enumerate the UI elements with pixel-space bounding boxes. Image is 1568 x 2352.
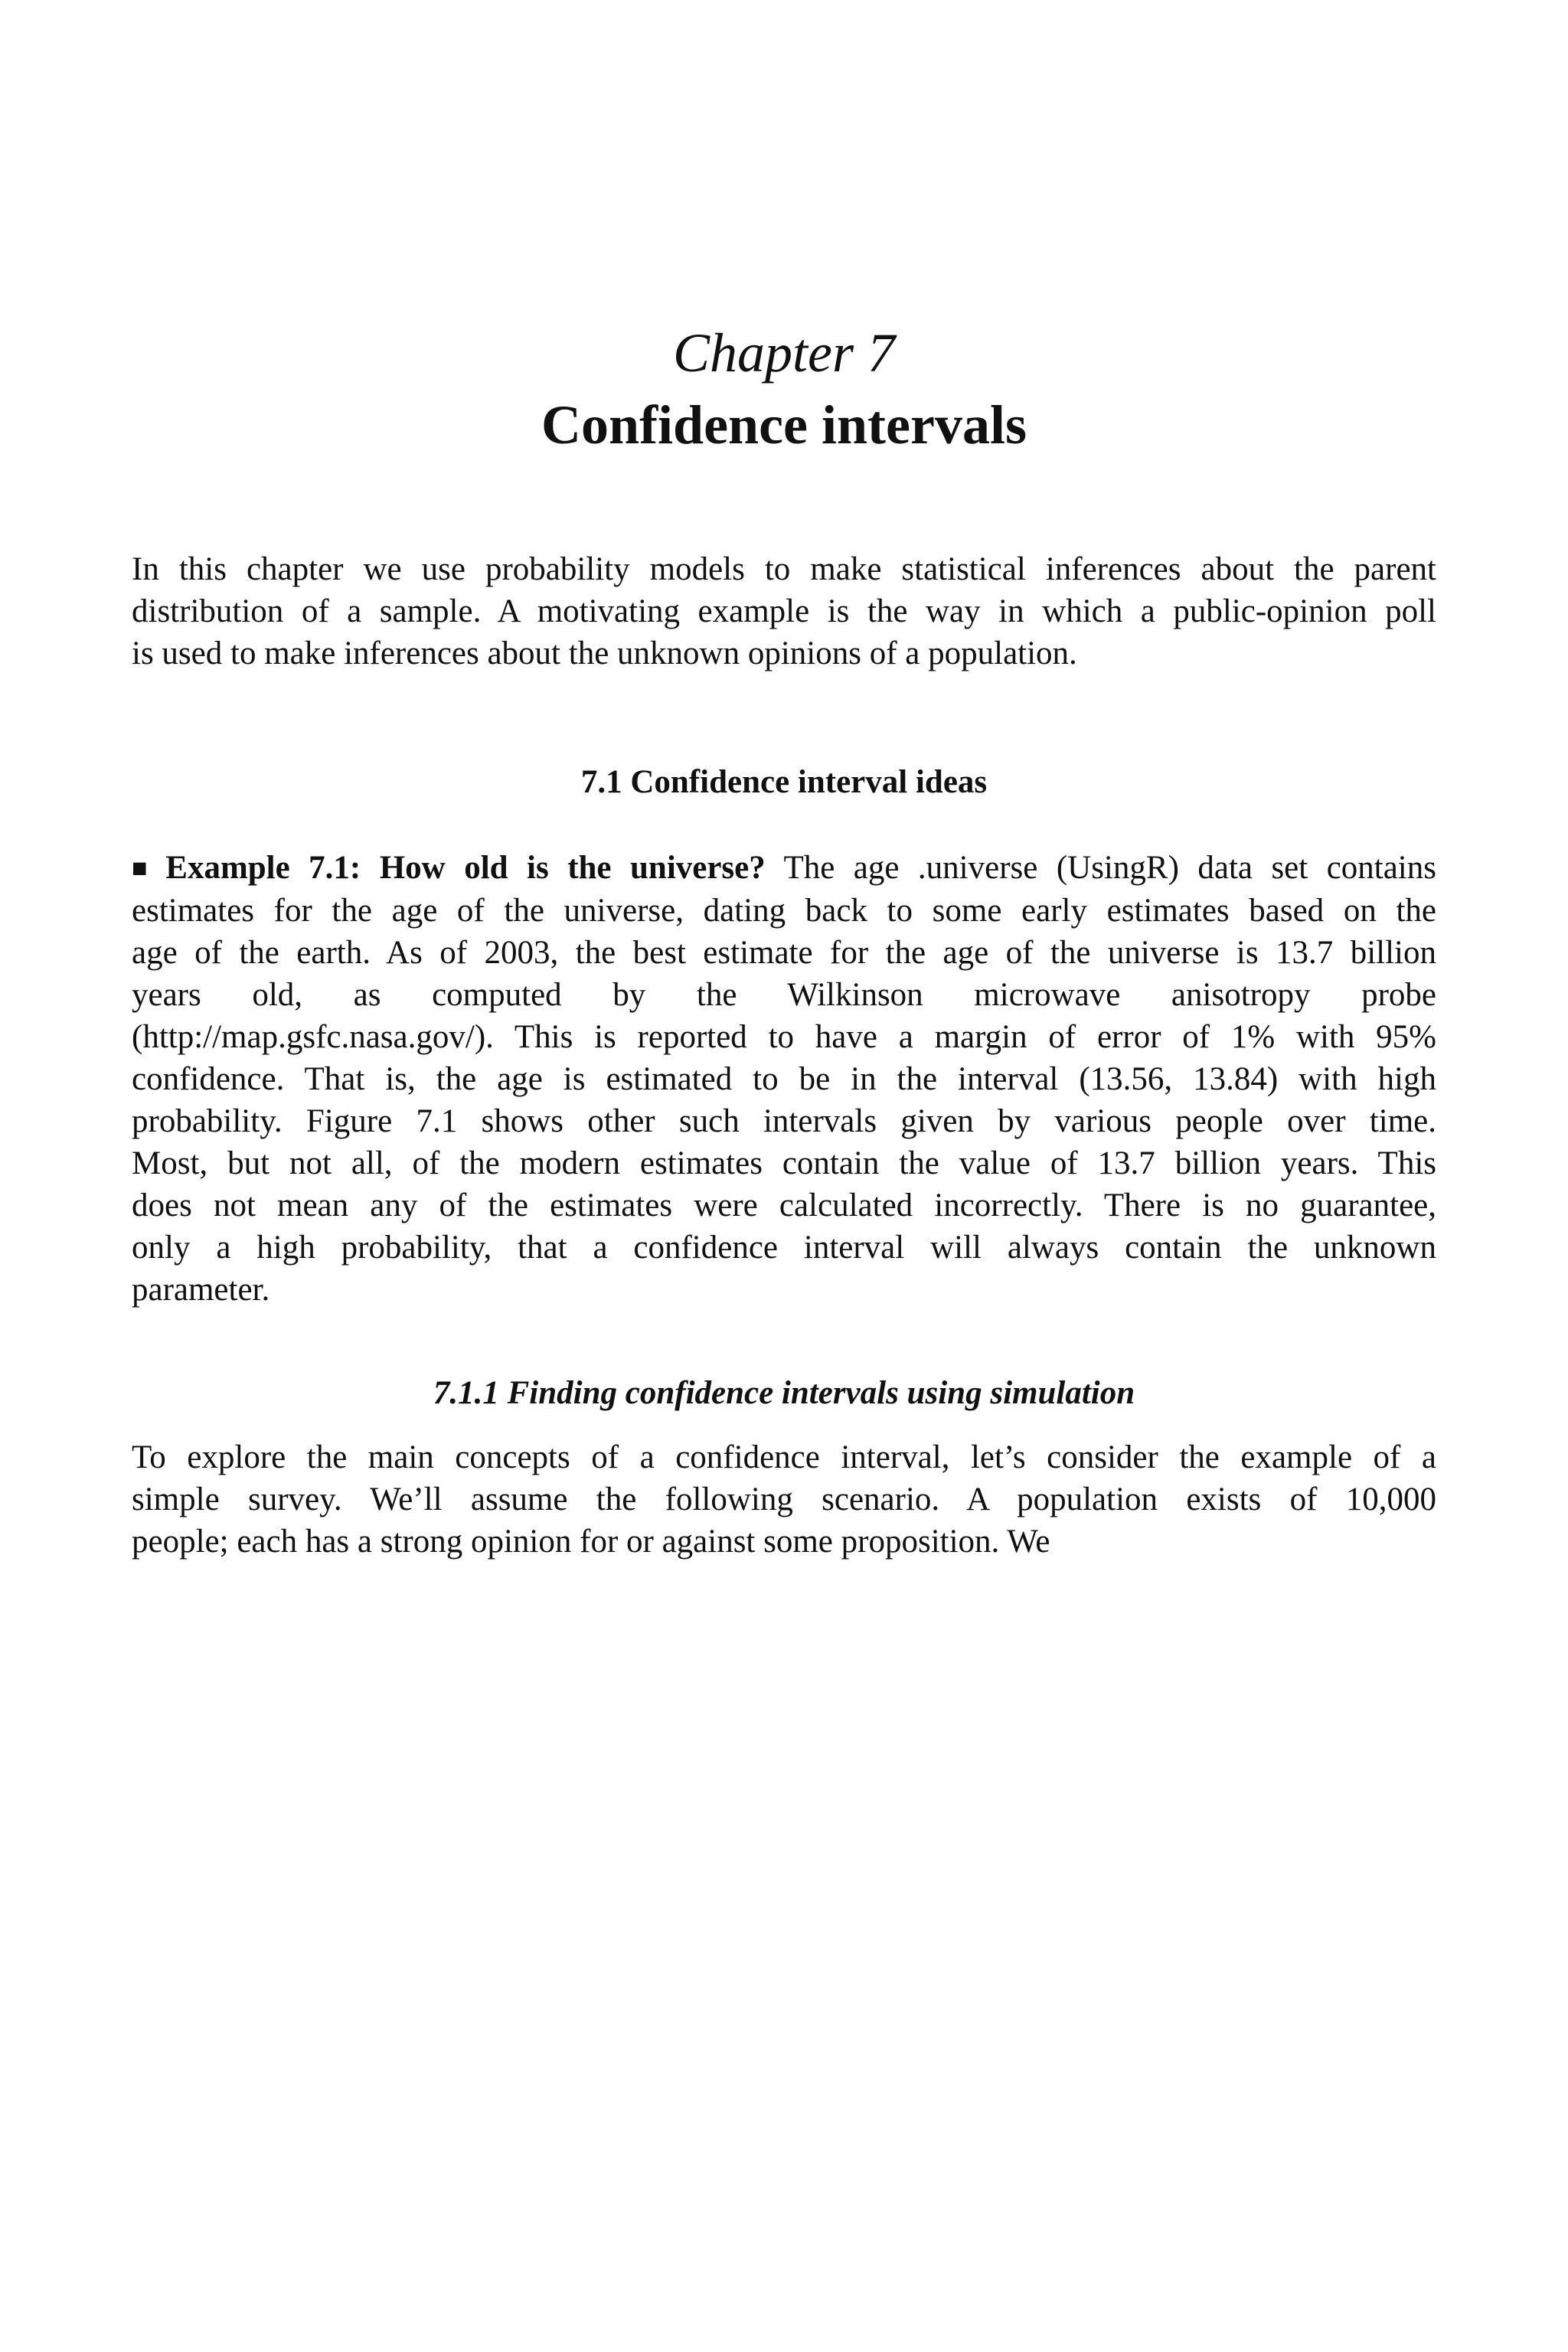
simulation-line: people; each has a strong opinion for or against some proposition. We bbox=[132, 1524, 1050, 1560]
example-line: confidence. That is, the age is estimated to be in the interval (13.56, 13.84) with high bbox=[132, 1061, 1436, 1097]
chapter-title: Confidence intervals bbox=[541, 394, 1027, 456]
subsection-heading: 7.1.1 Finding confidence intervals using simulation bbox=[433, 1375, 1135, 1411]
example-line: Most, but not all, of the modern estimates contain the value of 13.7 billion years. This bbox=[132, 1145, 1436, 1181]
intro-line: distribution of a sample. A motivating example is the way in which a public-opinion poll bbox=[132, 593, 1436, 629]
intro-paragraph bbox=[132, 548, 1436, 675]
example-line: (http://map.gsfc.nasa.gov/). This is reported to have a margin of error of 1% with 95% bbox=[132, 1019, 1436, 1055]
example-line: probability. Figure 7.1 shows other such intervals given by various people over time. bbox=[132, 1103, 1436, 1139]
section-heading: 7.1 Confidence interval ideas bbox=[580, 764, 988, 800]
example-line: does not mean any of the estimates were calculated incorrectly. There is no guarantee, bbox=[132, 1187, 1436, 1223]
intro-line: In this chapter we use probability models to make statistical inferences about the parent bbox=[132, 551, 1436, 587]
simulation-paragraph bbox=[132, 1436, 1436, 1563]
example-line: parameter. bbox=[132, 1272, 270, 1308]
example-first-line bbox=[132, 847, 1436, 890]
example-line: estimates for the age of the universe, dating back to some early estimates based on the bbox=[132, 893, 1436, 929]
intro-line: is used to make inferences about the unknown opinions of a population. bbox=[132, 635, 1077, 671]
example-line: years old, as computed by the Wilkinson microwave anisotropy probe bbox=[132, 977, 1436, 1013]
example-line-text: The age .universe (UsingR) data set contains bbox=[765, 850, 1436, 886]
bullet-square-icon: ■ bbox=[132, 854, 158, 883]
example-line: only a high probability, that a confidence interval will always contain the unknown bbox=[132, 1230, 1436, 1266]
chapter-label: Chapter 7 bbox=[672, 322, 895, 384]
simulation-line: To explore the main concepts of a confidence interval, let’s consider the example of a bbox=[132, 1439, 1436, 1475]
example-paragraph bbox=[132, 847, 1436, 1311]
simulation-line: simple survey. We’ll assume the following scenario. A population exists of 10,000 bbox=[132, 1481, 1436, 1517]
example-title: Example 7.1: How old is the universe? bbox=[165, 850, 766, 886]
example-line: age of the earth. As of 2003, the best estimate for the age of the universe is 13.7 billion bbox=[132, 935, 1436, 971]
